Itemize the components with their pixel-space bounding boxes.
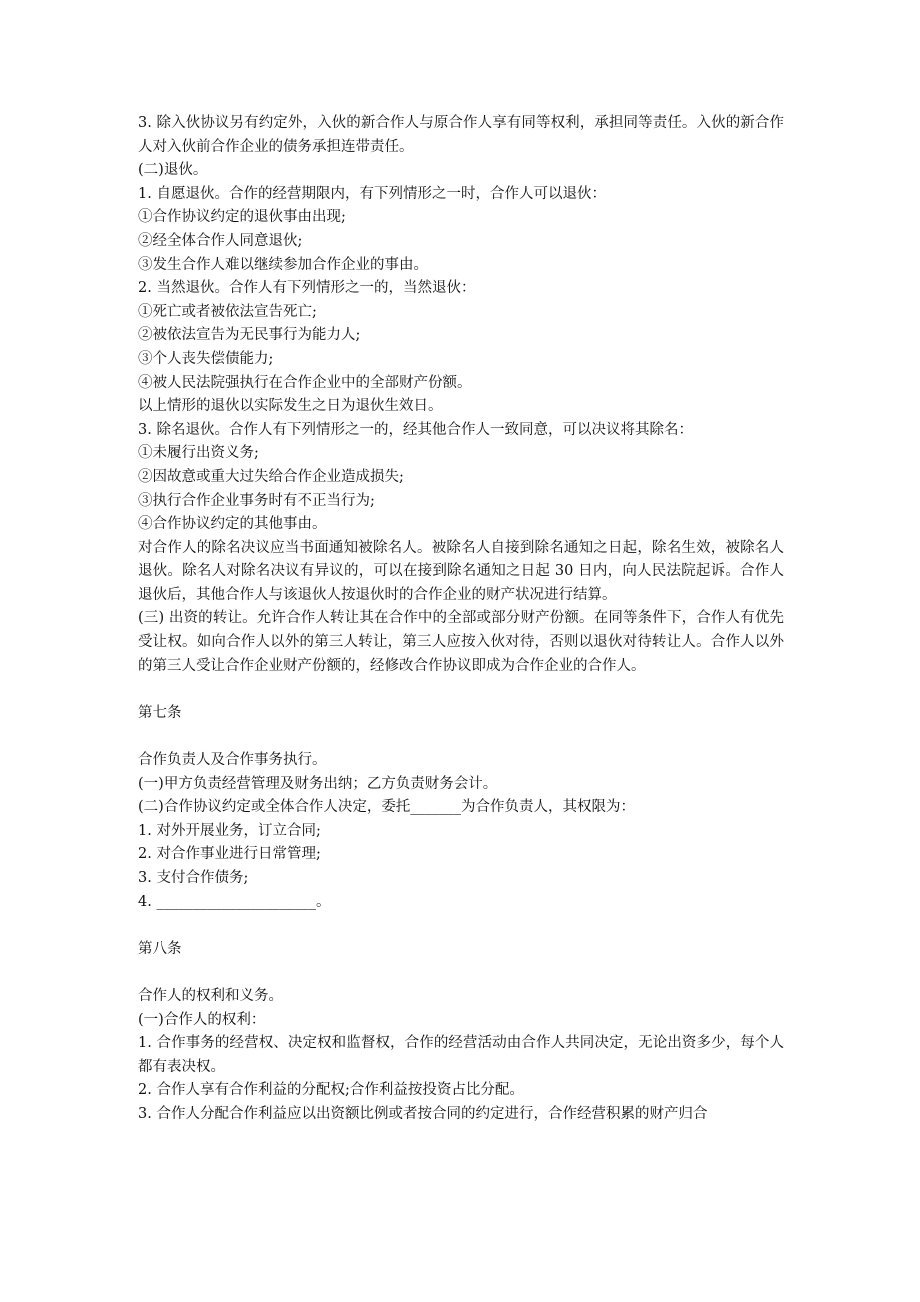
- list-item: 3. 支付合作债务;: [138, 870, 249, 886]
- list-item: ④被人民法院强执行在合作企业中的全部财产份额。: [138, 374, 472, 391]
- automatic-withdrawal: 2. 当然退伙。合作人有下列情形之一的，当然退伙：: [138, 280, 476, 297]
- paragraph-admission-rights: 3. 除入伙协议另有约定外，入伙的新合作人与原合作人享有同等权利，承担同等责任。入伙的新合作人对入伙前合作企业的债务承担连带责任。: [138, 115, 784, 155]
- spacer: [138, 914, 784, 938]
- list-item: ③发生合作人难以继续参加合作企业的事由。: [138, 256, 428, 273]
- withdrawal-effective-date: 以上情形的退伙以实际发生之日为退伙生效日。: [138, 398, 443, 415]
- list-item: ①合作协议约定的退伙事由出现;: [138, 209, 346, 226]
- list-item: ②因故意或重大过失给合作企业造成损失;: [138, 468, 404, 485]
- list-item: (一)甲方负责经营管理及财务出纳；乙方负责财务会计。: [138, 775, 498, 792]
- list-item: 4. ______________________。: [138, 893, 331, 910]
- article-7-title: 合作负责人及合作事务执行。: [138, 752, 327, 769]
- spacer: [138, 678, 784, 702]
- list-item: 2. 合作人享有合作利益的分配权;合作利益按投资占比分配。: [138, 1082, 524, 1099]
- expulsion-withdrawal: 3. 除名退伙。合作人有下列情形之一的，经其他合作人一致同意，可以决议将其除名：: [138, 421, 693, 438]
- list-item: ②被依法宣告为无民事行为能力人;: [138, 327, 361, 344]
- list-item: ①死亡或者被依法宣告死亡;: [138, 303, 317, 320]
- article-heading: 第七条: [138, 704, 182, 721]
- list-item: ①未履行出资义务;: [138, 445, 259, 462]
- list-item: 3. 合作人分配合作利益应以出资额比例或者按合同的约定进行，合作经营积累的财产归合: [138, 1105, 708, 1122]
- list-item: 1. 合作事务的经营权、决定权和监督权，合作的经营活动由合作人共同决定，无论出资多少，每个人都有表决权。: [138, 1035, 784, 1075]
- list-item: ③个人丧失偿债能力;: [138, 350, 274, 367]
- list-item: ④合作协议约定的其他事由。: [138, 516, 327, 533]
- list-item: (二)合作协议约定或全体合作人决定，委托_______为合作负责人，其权限为：: [138, 799, 636, 816]
- list-item: 1. 对外开展业务，订立合同;: [138, 822, 321, 839]
- document-body: [138, 112, 784, 1127]
- paragraph-transfer-of-contribution: (三) 出资的转让。允许合作人转让其在合作中的全部或部分财产份额。在同等条件下，合作人有优先受让权。如向合作人以外的第三人转让，第三人应按入伙对待，否则以退伙对待转让人。合作人以外的第三人受让合作企业财产份额的，经修改合作协议即成为合作企业的合作人。: [138, 610, 784, 674]
- list-item: ②经全体合作人同意退伙;: [138, 232, 303, 249]
- list-item: (一)合作人的权利：: [138, 1011, 266, 1028]
- voluntary-withdrawal: 1. 自愿退伙。合作的经营期限内，有下列情形之一时，合作人可以退伙：: [138, 185, 606, 202]
- spacer: [138, 961, 784, 985]
- article-8-title: 合作人的权利和义务。: [138, 987, 283, 1004]
- list-item: 2. 对合作事业进行日常管理;: [138, 846, 321, 863]
- article-heading: 第八条: [138, 940, 182, 957]
- spacer: [138, 725, 784, 749]
- section-withdrawal: (二)退伙。: [138, 162, 208, 179]
- list-item: ③执行合作企业事务时有不正当行为;: [138, 492, 375, 509]
- paragraph-expulsion-notice: 对合作人的除名决议应当书面通知被除名人。被除名人自接到除名通知之日起，除名生效，被除名人退伙。除名人对除名决议有异议的，可以在接到除名通知之日起 30 日内，向人民法院起诉。合作人退伙后，其他合作人与该退伙人按退伙时的合作企业的财产状况进行结算。: [138, 539, 784, 603]
